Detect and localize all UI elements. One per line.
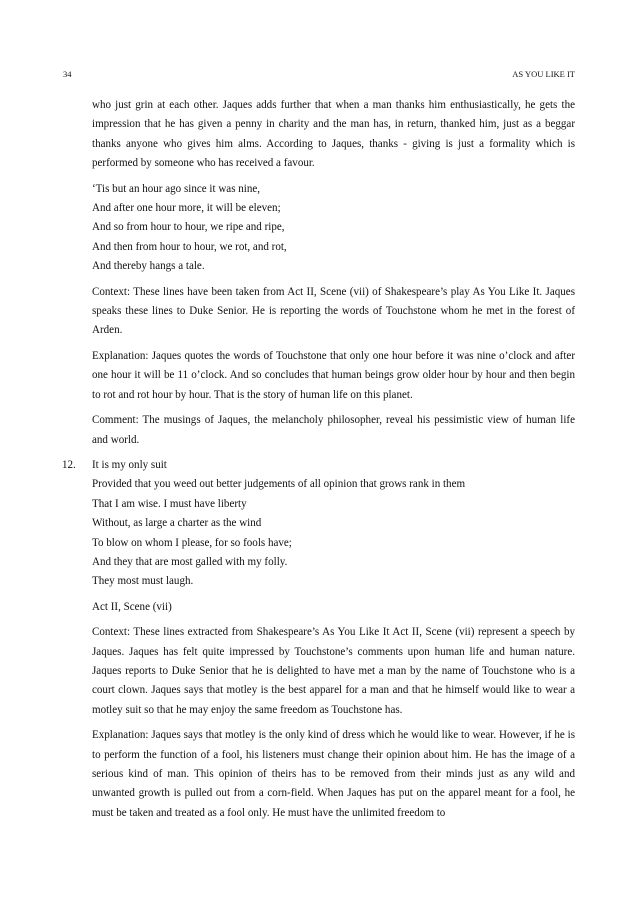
verse-line: To blow on whom I please, for so fools have; [92,536,292,549]
verse-line: And then from hour to hour, we rot, and rot, [92,240,287,253]
page-body [62,96,575,829]
act-scene-reference: Act II, Scene (vii) [92,600,172,613]
verse-line: It is my only suit [92,458,167,471]
verse-line: And after one hour more, it will be eleven; [92,202,281,215]
page-number: 34 [63,69,72,79]
page-header [63,69,575,83]
paragraph-thanks: who just grin at each other. Jaques adds further that when a man thanks him enthusiastically, he gets the impression that he has given a penny in charity and the man has, in return, thanked him, just as a beggar thanks anyone who gives him alms. According to Jaques, thanks - giving is just a formality which is performed by someone who has received a favour. [92,99,575,170]
numbered-item-12 [62,456,575,592]
explanation-paragraph: Explanation: Jaques says that motley is the only kind of dress which he would like to wear. However, if he is to perform the function of a fool, his listeners must change their opinion about him. He has the image of a serious kind of man. This opinion of theirs has to be removed from their minds just as any wild and unwanted growth is pulled out from a corn-field. When Jaques has put on the apparel meant for a fool, he must be taken and treated as a fool only. He must have the unlimited freedom to [92,729,575,819]
verse-line: ‘Tis but an hour ago since it was nine, [92,182,261,195]
item-number: 12. [62,458,76,471]
verse-line: That I am wise. I must have liberty [92,497,247,510]
explanation-paragraph: Explanation: Jaques quotes the words of Touchstone that only one hour before it was nine o’clock and after one hour it will be 11 o’clock. And so concludes that human beings grow older hour by hour and then begin to rot and rot hour by hour. That is the story of human life on this planet. [92,349,575,401]
verse-line: They most must laugh. [92,575,194,588]
verse-line: And so from hour to hour, we ripe and ripe, [92,221,285,234]
comment-paragraph: Comment: The musings of Jaques, the melancholy philosopher, reveal his pessimistic view of human life and world. [92,414,575,446]
verse-quote-hour [92,180,575,277]
verse-line: Without, as large a charter as the wind [92,517,262,530]
running-title: AS YOU LIKE IT [512,69,575,79]
verse-line: Provided that you weed out better judgements of all opinion that grows rank in them [92,478,466,491]
verse-quote-suit [92,456,575,592]
context-paragraph: Context: These lines extracted from Shakespeare’s As You Like It Act II, Scene (vii) represent a speech by Jaques. Jaques has felt quite impressed by Touchstone’s comments upon human life and human nature. Jaques reports to Duke Senior that he is delighted to have met a man by the name of Touchstone who is a court clown. Jaques says that motley is the best apparel for a man and that he himself would like to wear a motley suit so that he may enjoy the same freedom as Touchstone has. [92,626,575,716]
verse-line: And thereby hangs a tale. [92,260,205,273]
verse-line: And they that are most galled with my folly. [92,555,288,568]
context-paragraph: Context: These lines have been taken from Act II, Scene (vii) of Shakespeare’s play As You Like It. Jaques speaks these lines to Duke Senior. He is reporting the words of Touchstone whom he met in the forest of Arden. [92,285,575,337]
